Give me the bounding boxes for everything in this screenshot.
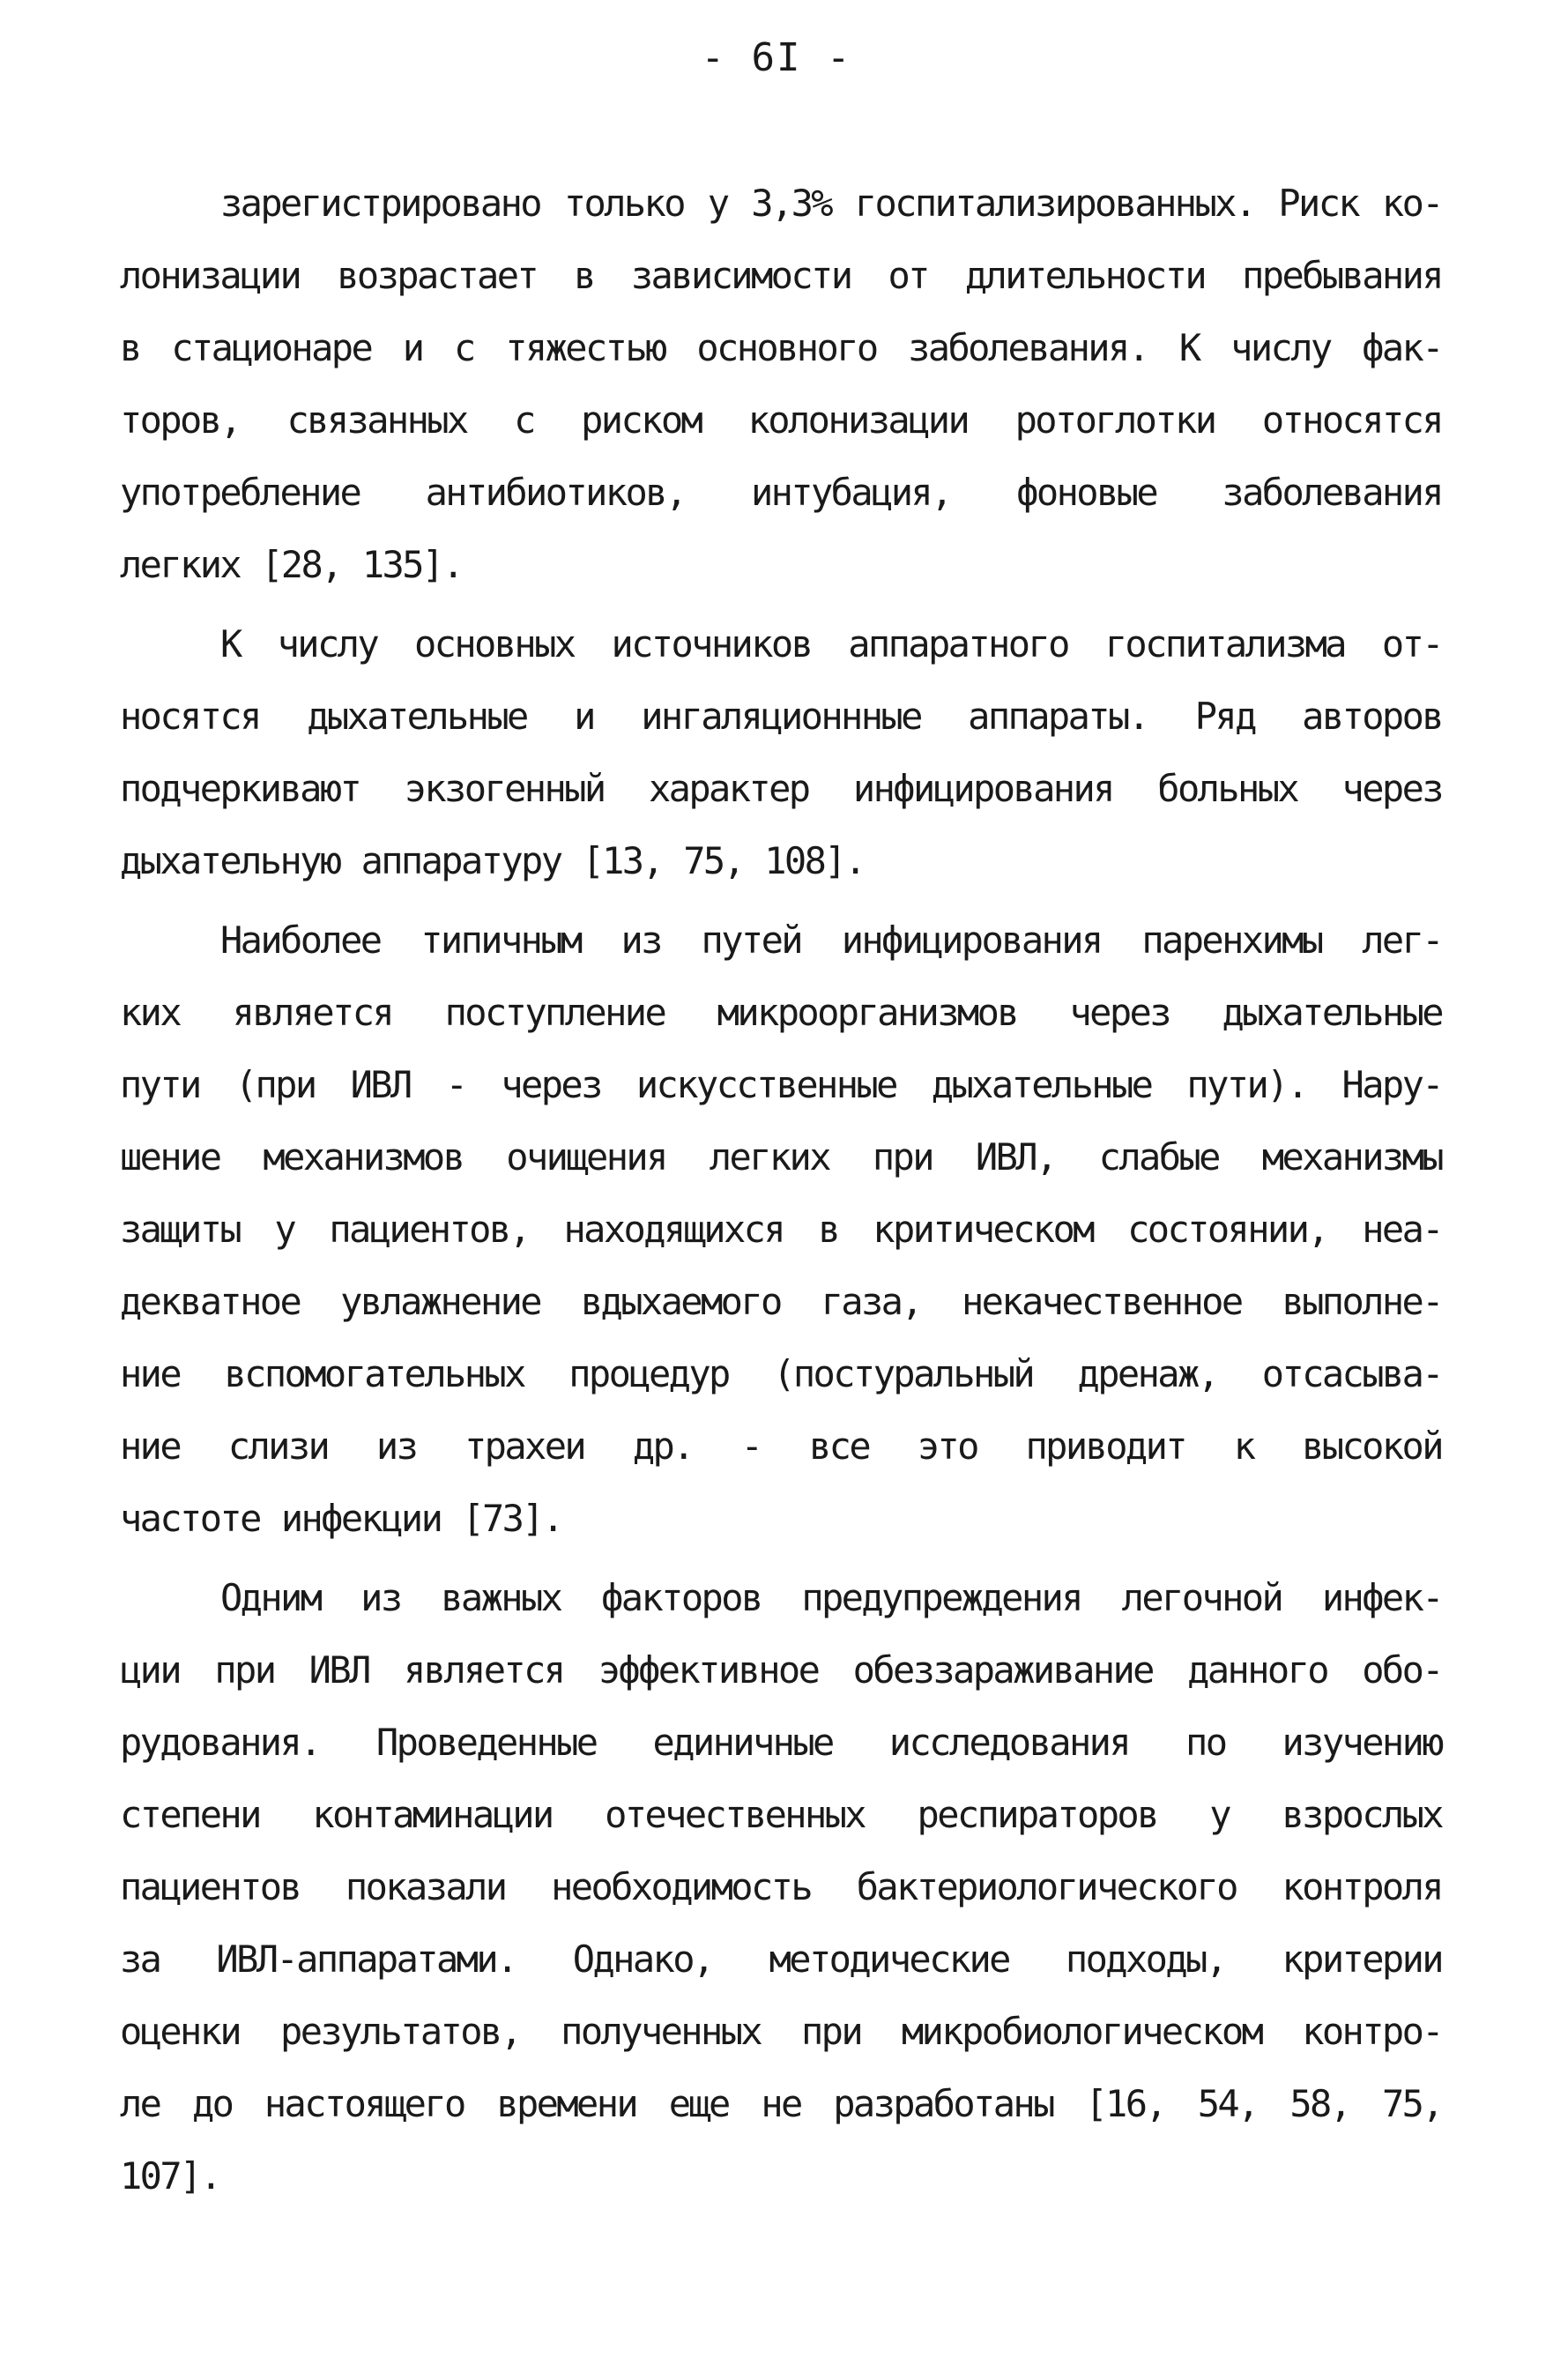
body-text xyxy=(120,167,1442,2220)
text-line: торов, связанных с риском колонизации ротоглотки относятся xyxy=(120,398,1442,442)
paragraph xyxy=(120,1562,1442,2213)
text-line: за ИВЛ-аппаратами. Однако, методические подходы, критерии xyxy=(120,1937,1442,1981)
text-line: пути (при ИВЛ - через искусственные дыхательные пути). Нару- xyxy=(120,1063,1442,1106)
text-line: зарегистрировано только у 3,3% госпитализированных. Риск ко- xyxy=(220,182,1442,225)
text-line: употребление антибиотиков, интубация, фоновые заболевания xyxy=(120,471,1442,514)
text-line: ние вспомогательных процедур (постуральный дренаж, отсасыва- xyxy=(120,1352,1442,1395)
text-line: ние слизи из трахеи др. - все это приводит к высокой xyxy=(120,1424,1442,1468)
text-line: рудования. Проведенные единичные исследования по изучению xyxy=(120,1721,1442,1764)
text-line: Наиболее типичным из путей инфицирования паренхимы лег- xyxy=(220,919,1442,962)
text-line: носятся дыхательные и ингаляционнные аппараты. Ряд авторов xyxy=(120,695,1442,738)
paragraph xyxy=(120,904,1442,1555)
text-line: пациентов показали необходимость бактериологического контроля xyxy=(120,1865,1442,1908)
text-line: дыхательную аппаратуру [13, 75, 108]. xyxy=(120,839,865,882)
text-line: К числу основных источников аппаратного госпитализма от- xyxy=(220,622,1442,666)
text-line: лонизации возрастает в зависимости от длительности пребывания xyxy=(120,254,1442,297)
text-line: легких [28, 135]. xyxy=(120,543,463,586)
text-line: Одним из важных факторов предупреждения легочной инфек- xyxy=(220,1576,1442,1619)
text-line: степени контаминации отечественных респираторов у взрослых xyxy=(120,1793,1442,1836)
paragraph xyxy=(120,608,1442,897)
page-number: - 6I - xyxy=(701,35,852,80)
text-line: защиты у пациентов, находящихся в критическом состоянии, неа- xyxy=(120,1208,1442,1251)
text-line: в стационаре и с тяжестью основного заболевания. К числу фак- xyxy=(120,326,1442,369)
paragraph xyxy=(120,167,1442,601)
text-line: оценки результатов, полученных при микробиологическом контро- xyxy=(120,2010,1442,2053)
text-line: подчеркивают экзогенный характер инфицирования больных через xyxy=(120,767,1442,810)
text-line: ле до настоящего времени еще не разработаны [16, 54, 58, 75, xyxy=(120,2082,1442,2125)
text-line: 107]. xyxy=(120,2154,220,2198)
text-line: ции при ИВЛ является эффективное обеззараживание данного обо- xyxy=(120,1648,1442,1692)
text-line: ких является поступление микроорганизмов через дыхательные xyxy=(120,991,1442,1034)
text-line: частоте инфекции [73]. xyxy=(120,1497,562,1540)
text-line: шение механизмов очищения легких при ИВЛ, слабые механизмы xyxy=(120,1135,1442,1179)
text-line: декватное увлажнение вдыхаемого газа, некачественное выполне- xyxy=(120,1280,1442,1323)
